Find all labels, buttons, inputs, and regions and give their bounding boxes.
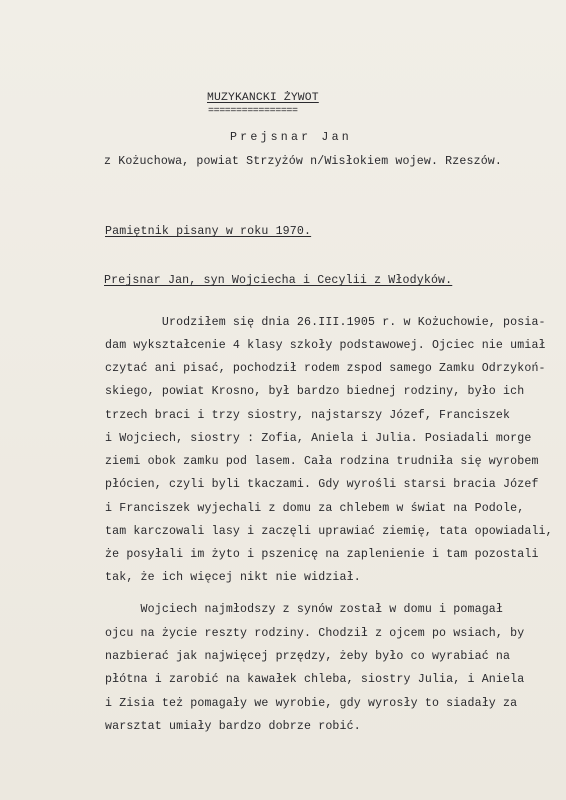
memoir-heading: Pamiętnik pisany w roku 1970. (105, 225, 312, 238)
paragraph-1-line: i Franciszek wyjechali z domu za chlebem w świat na Podole, (105, 502, 525, 515)
paragraph-2-line: i Zisia też pomagały we wyrobie, gdy wyrosły to siadały za (105, 697, 518, 710)
paragraph-1-line: Urodziłem się dnia 26.III.1905 r. w Kożuchowie, posia- (105, 316, 546, 329)
paragraph-1-line: czytać ani pisać, pochodził rodem zspod samego Zamku Odrzykoń- (105, 362, 546, 375)
paragraph-1-line: tak, że ich więcej nikt nie widział. (105, 571, 361, 584)
title-rule: ================ (208, 106, 298, 117)
paragraph-1-line: trzech braci i trzy siostry, najstarszy Józef, Franciszek (105, 409, 511, 422)
paragraph-2-line: płótna i zarobić na kawałek chleba, siostry Julia, i Aniela (105, 673, 525, 686)
author-place: z Kożuchowa, powiat Strzyżów n/Wisłokiem wojew. Rzeszów. (104, 155, 503, 168)
paragraph-1-line: ziemi obok zamku pod lasem. Cała rodzina trudniła się wyrobem (105, 455, 539, 468)
paragraph-2-line: Wojciech najmłodszy z synów został w domu i pomagał (105, 603, 504, 616)
author-name: Prejsnar Jan (230, 131, 352, 144)
paragraph-1-line: tam karczowali lasy i zaczęli uprawiać ziemię, tata opowiadali, (105, 525, 553, 538)
paragraph-1-line: i Wojciech, siostry : Zofia, Aniela i Julia. Posiadali morge (105, 432, 532, 445)
paragraph-1-line: dam wykształcenie 4 klasy szkoły podstawowej. Ojciec nie umiał (105, 339, 546, 352)
paragraph-2-line: ojcu na życie reszty rodziny. Chodził z ojcem po wsiach, by (105, 627, 525, 640)
son-heading: Prejsnar Jan, syn Wojciecha i Cecylii z Włodyków. (104, 274, 453, 287)
paragraph-1-line: płócien, czyli byli tkaczami. Gdy wyrośli starsi bracia Józef (105, 478, 539, 491)
paragraph-1-line: skiego, powiat Krosno, był bardzo biednej rodziny, było ich (105, 385, 525, 398)
paragraph-2-line: warsztat umiały bardzo dobrze robić. (105, 720, 361, 733)
paragraph-1-line: że posyłali im żyto i pszenicę na zaplenienie i tam pozostali (105, 548, 539, 561)
paragraph-2-line: nazbierać jak najwięcej przędzy, żeby było co wyrabiać na (105, 650, 511, 663)
document-title: MUZYKANCKI ŻYWOT (207, 92, 319, 104)
